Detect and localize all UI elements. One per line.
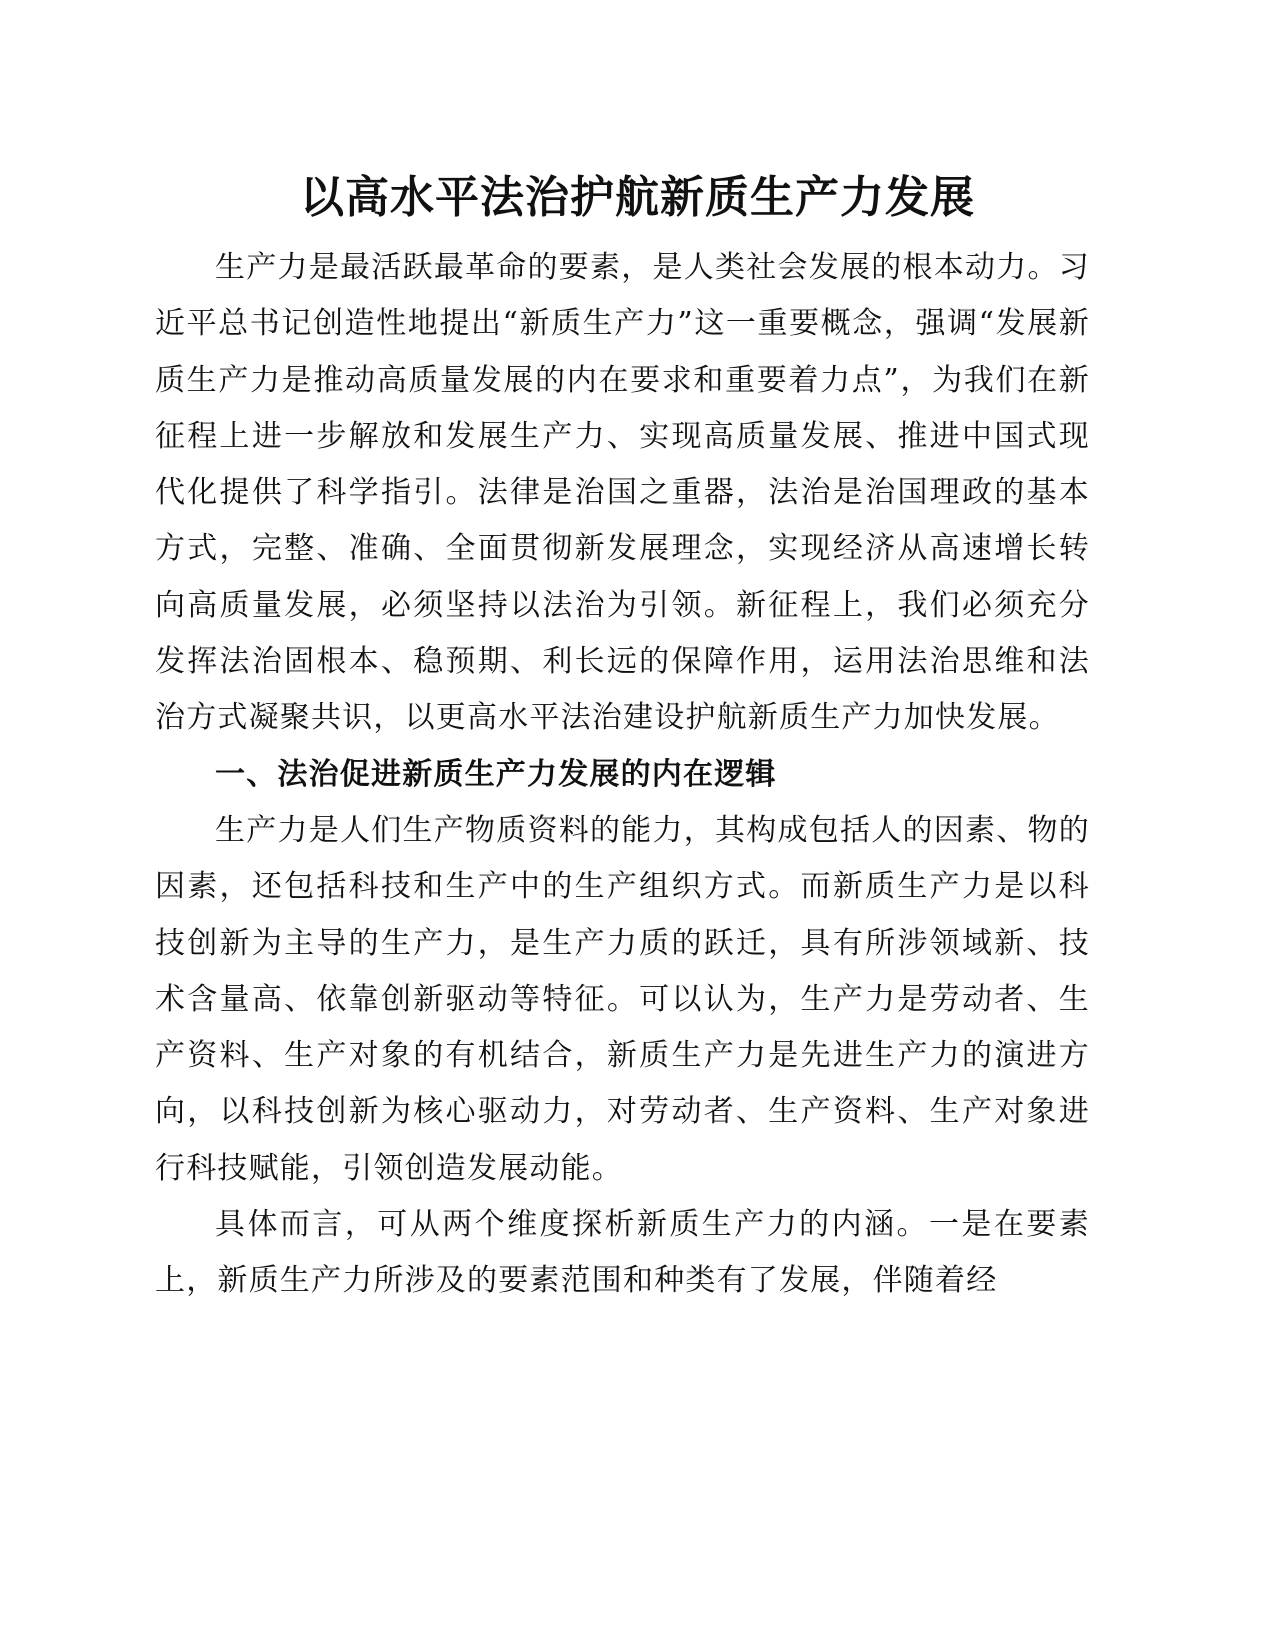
- intro-paragraph: 生产力是最活跃最革命的要素，是人类社会发展的根本动力。习近平总书记创造性地提出“新质生产力”这一重要概念，强调“发展新质生产力是推动高质量发展的内在要求和重要着力点”，为我们在新征程上进一步解放和发展生产力、实现高质量发展、推进中国式现代化提供了科学指引。法律是治国之重器，法治是治国理政的基本方式，完整、准确、全面贯彻新发展理念，实现经济从高速增长转向高质量发展，必须坚持以法治为引领。新征程上，我们必须充分发挥法治固根本、稳预期、利长远的保障作用，运用法治思维和法治方式凝聚共识，以更高水平法治建设护航新质生产力加快发展。: [155, 250, 1090, 736]
- section-paragraph: 生产力是人们生产物质资料的能力，其构成包括人的因素、物的因素，还包括科技和生产中的生产组织方式。而新质生产力是以科技创新为主导的生产力，是生产力质的跃迁，具有所涉领域新、技术含量高、依靠创新驱动等特征。可以认为，生产力是劳动者、生产资料、生产对象的有机结合，新质生产力是先进生产力的演进方向，以科技创新为核心驱动力，对劳动者、生产资料、生产对象进行科技赋能，引领创造发展动能。: [155, 812, 1090, 1186]
- document-body: [155, 240, 1090, 1310]
- document-title: 以高水平法治护航新质生产力发展: [300, 172, 975, 223]
- section-paragraph: 具体而言，可从两个维度探析新质生产力的内涵。一是在要素上，新质生产力所涉及的要素范围和种类有了发展，伴随着经: [155, 1207, 1090, 1299]
- section-heading: 一、法治促进新质生产力发展的内在逻辑: [215, 756, 777, 792]
